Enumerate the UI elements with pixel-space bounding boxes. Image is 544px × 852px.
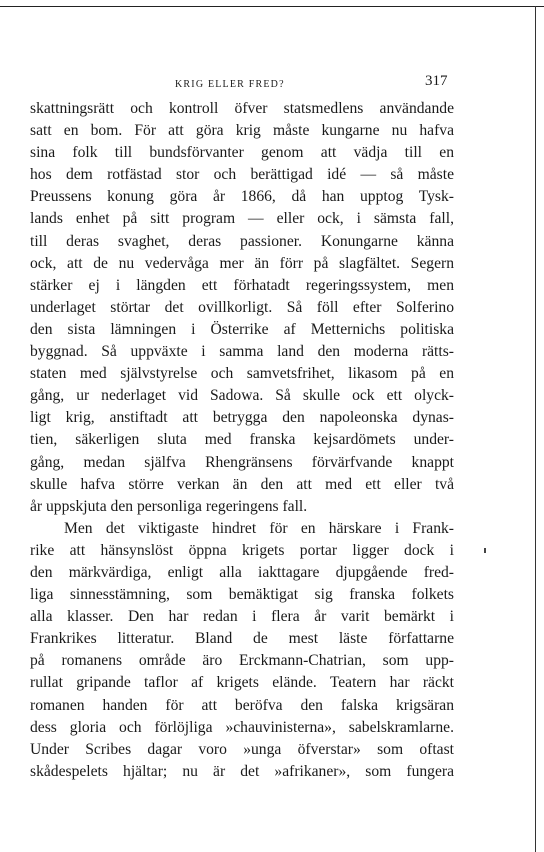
text-line: staten med självstyrelse och samvetsfrihet, likasom på en [30,365,454,383]
text-line: dess gloria och förlöjliga »chauvinisterna», sabelskramlarne. [30,718,454,736]
text-line: underlaget störtar det ovillkorligt. Så föll efter Solferino [30,298,454,316]
text-line: satt en bom. För att göra krig måste kungarne nu hafva [30,122,454,140]
text-line: skattningsrätt och kontroll öfver statsmedlens användande [30,100,454,117]
text-line: stärker ej i längden ett förhatadt regeringssystem, men [30,276,454,294]
text-line: byggnad. Så uppväxte i samma land den moderna rätts- [30,343,454,361]
text-line: Men det viktigaste hindret för en härskare i Frank- [64,519,454,537]
text-line: till deras svaghet, deras passioner. Konungarne känna [30,232,454,250]
text-line: hos dem rotfästad stor och berättigad idé — så måste [30,166,454,184]
text-line: tien, säkerligen sluta med franska kejsardömets under- [30,431,454,449]
text-line: rike att hänsynslöst öppna krigets portar ligger dock i [30,541,454,559]
text-line: på romanens område äro Erckmann-Chatrian, som upp- [30,652,454,670]
text-line: lands enhet på sitt program — eller ock, i sämsta fall, [30,210,454,228]
body-text [30,98,454,783]
right-page-edge [535,6,536,852]
margin-mark [484,548,486,553]
text-line: liga sinnesstämning, som bemäktigat sig franska folkets [30,586,454,604]
text-line: ligt krig, anstiftadt att betrygga den napoleonska dynas- [30,409,454,427]
text-line: skådespelets hjältar; nu är det »afrikaner», som fungera [30,762,454,780]
text-line: Frankrikes litteratur. Bland de mest läste författarne [30,630,454,648]
running-head: KRIG ELLER FRED? [175,79,285,90]
text-line: den märkvärdiga, enligt alla iakttagare djupgående fred- [30,563,454,581]
text-line: sina folk till bundsförvanter genom att vädja till en [30,144,454,162]
text-line: rullat gripande taflor af krigets elände. Teatern har räckt [30,674,454,692]
text-line: år uppskjuta den personliga regeringens fall. [30,497,308,515]
text-line: Preussens konung göra år 1866, då han upptog Tysk- [30,188,454,206]
text-line: Under Scribes dagar voro »unga öfverstar» som oftast [30,740,454,758]
top-border-line [0,6,544,7]
page-number: 317 [425,73,448,89]
text-line: ock, att de nu vedervåga mer än förr på slagfältet. Segern [30,254,454,272]
text-line: skulle hafva större verkan än den att med ett eller två [30,475,454,493]
text-line: den sista lämningen i Österrike af Metternichs politiska [30,320,454,338]
text-line: romanen handen för att beröfva den falska krigsäran [30,696,454,714]
text-line: alla klasser. Den har redan i flera år varit bemärkt i [30,608,454,626]
text-line: gång, ur nederlaget vid Sadowa. Så skulle ock ett olyck- [30,387,454,405]
text-line: gång, medan själfva Rhengränsens förvärfvande knappt [30,453,454,471]
